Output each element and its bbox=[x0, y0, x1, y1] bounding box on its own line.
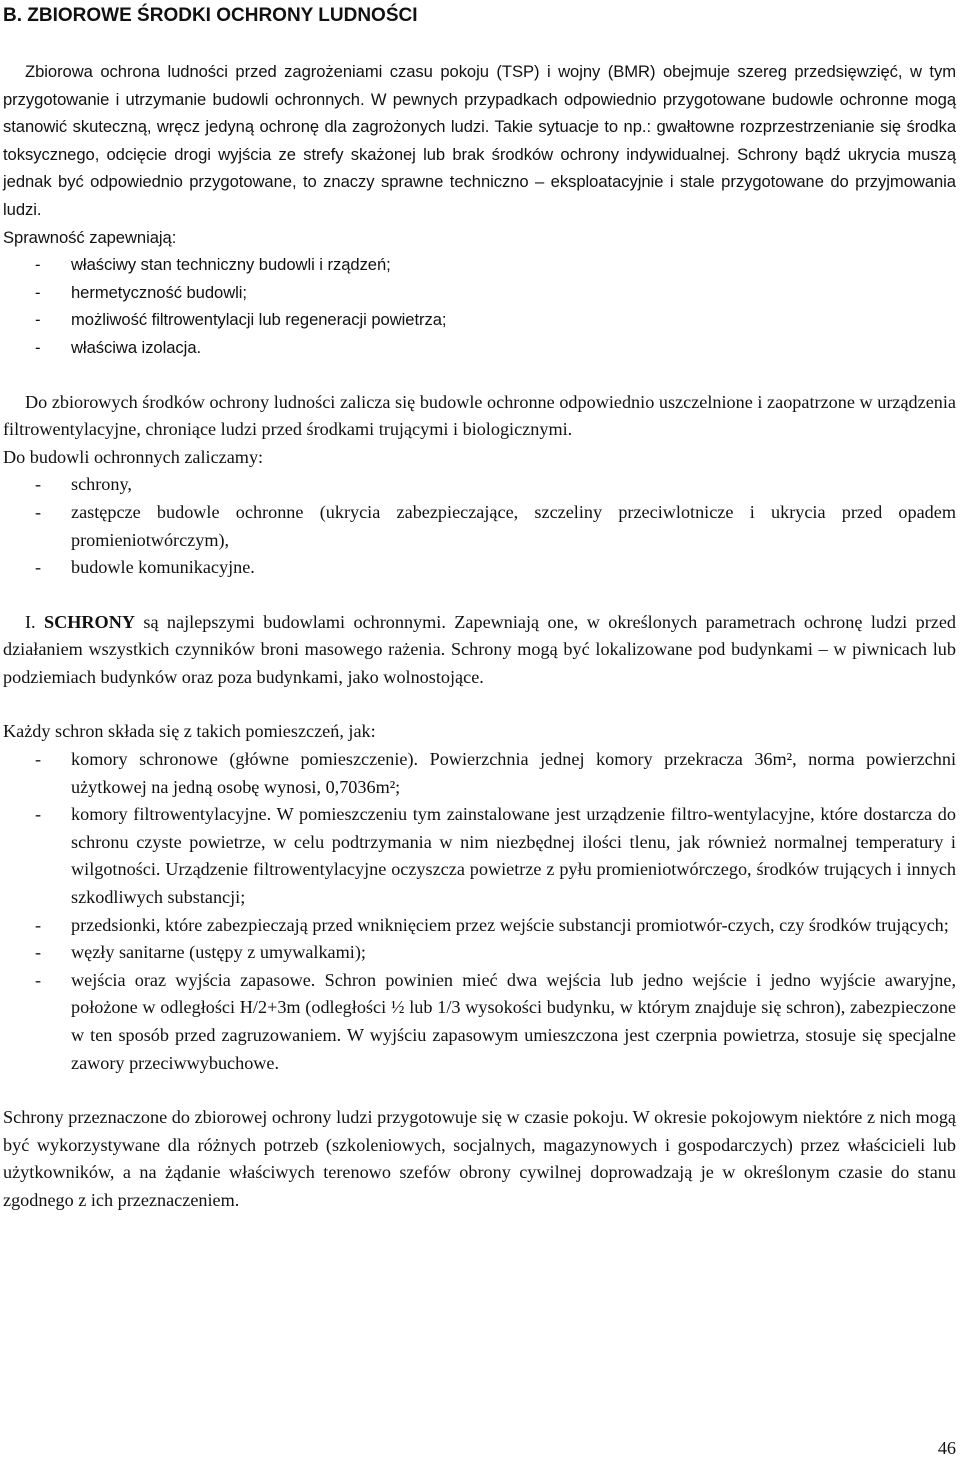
spacer bbox=[3, 582, 956, 609]
shelters-term: SCHRONY bbox=[44, 611, 135, 632]
collective-section bbox=[3, 389, 956, 582]
peacetime-section bbox=[3, 1104, 956, 1214]
shelters-list bbox=[3, 746, 956, 1077]
spacer bbox=[3, 691, 956, 718]
intro-list-heading: Sprawność zapewniają: bbox=[3, 227, 177, 247]
spacer bbox=[3, 362, 956, 389]
list-item: - budowle komunikacyjne. bbox=[3, 554, 956, 582]
shelters-paragraph bbox=[3, 609, 956, 692]
intro-list bbox=[3, 251, 956, 361]
list-item: - zastępcze budowle ochronne (ukrycia zabezpieczające, szczeliny przeciwlotnicze i ukrycia przed opadem promieniotwórczym), bbox=[3, 499, 956, 554]
list-item: - komory filtrowentylacyjne. W pomieszczeniu tym zainstalowane jest urządzenie filtro-wentylacyjne, które dostarcza do schronu czyste powietrze, w celu podtrzymania w nim niezbędnej ilości tlenu, jak również normalnej temperatury i wilgotności. Urządzenie filtrowentylacyjne oczyszcza powietrze z pyłu promieniotwórczego, środków trujących i innych szkodliwych substancji; bbox=[3, 801, 956, 911]
list-item: - właściwy stan techniczny budowli i rządzeń; bbox=[3, 251, 956, 279]
collective-list bbox=[3, 471, 956, 581]
list-item: - możliwość filtrowentylacji lub regeneracji powietrza; bbox=[3, 306, 956, 334]
list-item: - hermetyczność budowli; bbox=[3, 279, 956, 307]
intro-paragraph: Zbiorowa ochrona ludności przed zagrożeniami czasu pokoju (TSP) i wojny (BMR) obejmuje szereg przedsięwzięć, w tym przygotowanie i utrzymanie budowli ochronnych. W pewnych przypadkach odpowiednio przygotowane budowle ochronne mogą stanowić skuteczną, wręcz jedyną ochronę dla zagrożonych ludzi. Takie sytuacje to np.: gwałtowne rozprzestrzenianie się środka toksycznego, odcięcie drogi wyjścia ze strefy skażonej lub brak środków ochrony indywidualnej. Schrony bądź ukrycia muszą jednak być odpowiednio przygotowane, to znaczy sprawne techniczno – eksploatacyjnie i stale przygotowane do przyjmowania ludzi. bbox=[3, 62, 956, 219]
page-number: 46 bbox=[937, 1438, 956, 1458]
list-item: - właściwa izolacja. bbox=[3, 334, 956, 362]
spacer bbox=[3, 1077, 956, 1104]
peacetime-paragraph: Schrony przeznaczone do zbiorowej ochrony ludzi przygotowuje się w czasie pokoju. W okresie pokojowym niektóre z nich mogą być wykorzystywane dla różnych potrzeb (szkoleniowych, socjalnych, magazynowych i gospodarczych) przez właścicieli lub użytkowników, a na żądanie właściwych terenowo szefów obrony cywilnej doprowadzają je w określonym czasie do stanu zgodnego z ich przeznaczeniem. bbox=[3, 1107, 956, 1210]
list-item: - schrony, bbox=[3, 471, 956, 499]
shelters-section bbox=[3, 609, 956, 1078]
document-page bbox=[3, 0, 956, 1215]
section-numeral: I. bbox=[25, 611, 36, 632]
shelters-text: są najlepszymi budowlami ochronnymi. Zapewniają one, w określonych parametrach ochronę ludzi przed działaniem wszystkich czynników broni masowego rażenia. Schrony mogą być lokalizowane pod budynkami – w piwnicach lub podziemiach budynków oraz poza budynkami, jako wolnostojące. bbox=[3, 611, 956, 687]
list-item: - wejścia oraz wyjścia zapasowe. Schron powinien mieć dwa wejścia lub jedno wejście i jedno wyjście awaryjne, położone w odległości H/2+3m (odległości ½ lub 1/3 wysokości budynku, w którym znajduje się schron), zabezpieczone w ten sposób przed zagruzowaniem. W wyjściu zapasowym umieszczona jest czerpnia powietrza, stosuje się specjalne zawory przeciwwybuchowe. bbox=[3, 967, 956, 1077]
section-heading: B. ZBIOROWE ŚRODKI OCHRONY LUDNOŚCI bbox=[3, 5, 418, 26]
collective-list-heading: Do budowli ochronnych zaliczamy: bbox=[3, 446, 264, 467]
list-item: - węzły sanitarne (ustępy z umywalkami); bbox=[3, 939, 956, 967]
list-item: - komory schronowe (główne pomieszczenie). Powierzchnia jednej komory przekracza 36m², norma powierzchni użytkowej na jedną osobę wynosi, 0,7036m²; bbox=[3, 746, 956, 801]
collective-paragraph: Do zbiorowych środków ochrony ludności zalicza się budowle ochronne odpowiednio uszczelnione i zaopatrzone w urządzenia filtrowentylacyjne, chroniące ludzi przed środkami trującymi i biologicznymi. bbox=[3, 391, 956, 440]
spacer bbox=[3, 30, 956, 58]
intro-section bbox=[3, 58, 956, 362]
shelters-list-heading: Każdy schron składa się z takich pomieszczeń, jak: bbox=[3, 721, 376, 742]
list-item: - przedsionki, które zabezpieczają przed wniknięciem przez wejście substancji promiotwór-czych, czy środków trujących; bbox=[3, 912, 956, 940]
